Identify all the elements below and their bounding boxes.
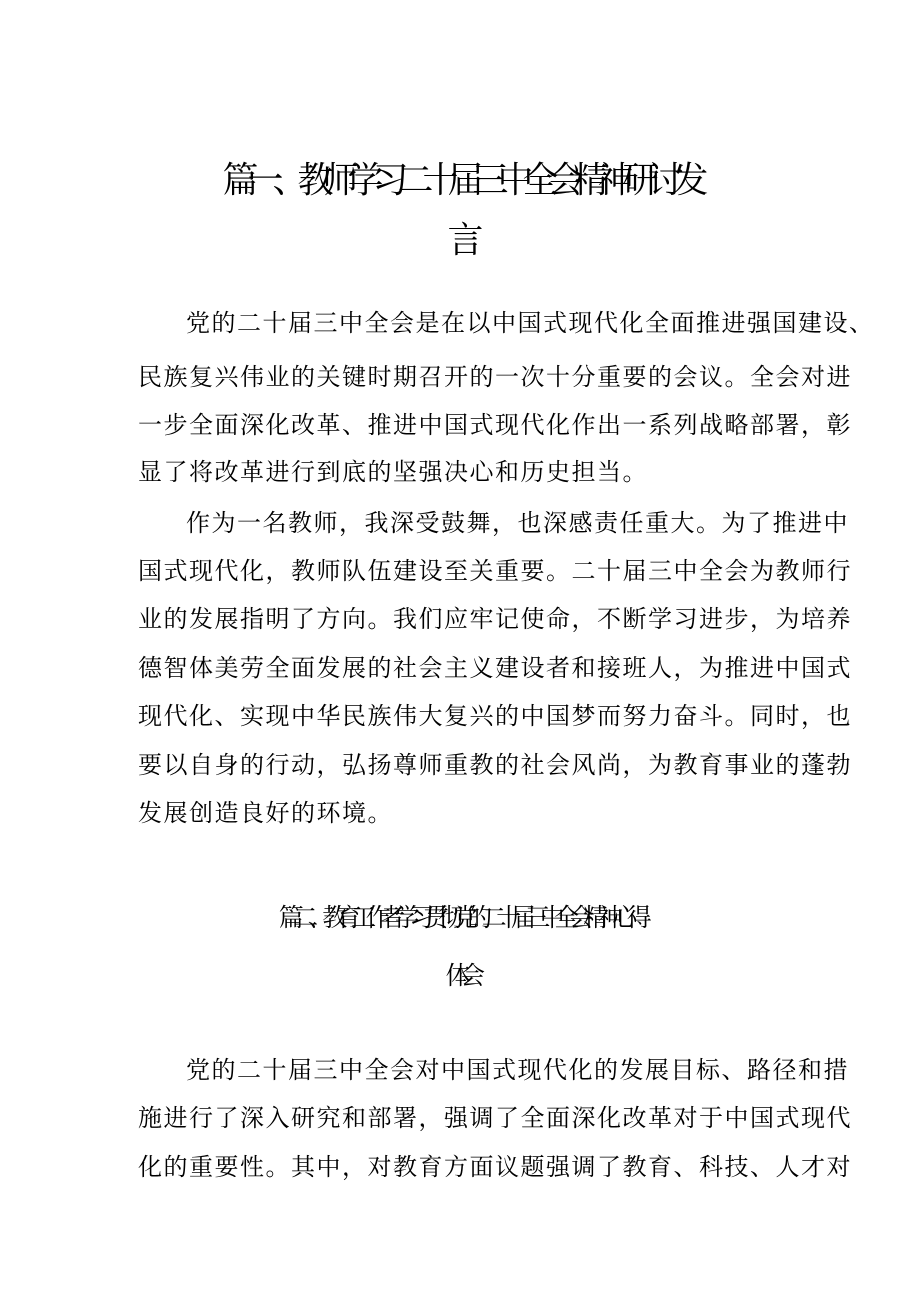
paragraph-line: 作为一名教师，我深受鼓舞，也深感责任重大。为了推进中 (186, 509, 849, 537)
paragraph-line: 业的发展指明了方向。我们应牢记使命，不断学习进步，为培养 (138, 605, 852, 633)
section-1-title-line-2: 言 (447, 220, 473, 261)
paragraph-line: 党的二十届三中全会对中国式现代化的发展目标、路径和措 (186, 1056, 849, 1084)
paragraph-line: 民族复兴伟业的关键时期召开的一次十分重要的会议。全会对进 (138, 363, 852, 391)
paragraph-line: 化的重要性。其中，对教育方面议题强调了教育、科技、人才对 (138, 1153, 852, 1181)
paragraph-line: 一步全面深化改革、推进中国式现代化作出一系列战略部署，彰 (138, 411, 852, 439)
paragraph-line: 现代化、实现中华民族伟大复兴的中国梦而努力奋斗。同时，也 (138, 702, 852, 730)
section-1-title-line-1: 篇一、教师学习二十届三中全会精神研讨发 (222, 160, 698, 201)
section-2-title-line-2: 体会 (445, 961, 475, 990)
paragraph-line: 德智体美劳全面发展的社会主义建设者和接班人，为推进中国式 (138, 654, 852, 682)
paragraph-line: 发展创造良好的环境。 (138, 799, 393, 827)
paragraph-line: 国式现代化，教师队伍建设至关重要。二十届三中全会为教师行 (138, 557, 852, 585)
paragraph-line: 施进行了深入研究和部署，强调了全面深化改革对于中国式现代 (138, 1104, 852, 1132)
paragraph-line: 显了将改革进行到底的坚强决心和历史担当。 (138, 458, 648, 486)
section-2-title-line-1: 篇二、教育工作者学习贯彻党的二十届三中全会精神心得 (278, 903, 642, 932)
paragraph-line: 党的二十届三中全会是在以中国式现代化全面推进强国建设、 (186, 309, 875, 337)
paragraph-line: 要以自身的行动，弘扬尊师重教的社会风尚，为教育事业的蓬勃 (138, 751, 852, 779)
